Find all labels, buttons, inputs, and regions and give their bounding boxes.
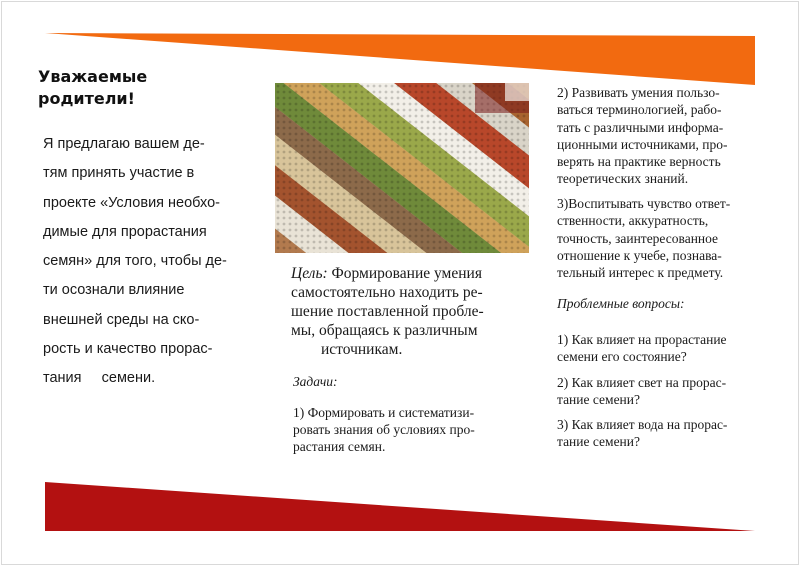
goal-line: самостоятельно находить ре- (291, 284, 483, 301)
greeting-line: родители! (38, 89, 135, 108)
greeting-heading (38, 66, 258, 110)
task-line: ваться терминологией, рабо- (557, 102, 722, 118)
task-line: теоретических знаний. (557, 171, 689, 187)
task-line: точность, заинтересованное (557, 230, 719, 246)
tasks-heading: Задачи: (293, 374, 338, 389)
question-1 (557, 331, 727, 366)
question-line: тание семени? (557, 392, 640, 408)
intro-line: Я предлагаю вашем де- (43, 136, 205, 152)
task-line: тать с различными информа- (557, 119, 724, 135)
intro-line: тания семени. (43, 370, 156, 387)
intro-paragraph (38, 130, 258, 394)
intro-line: ти осознали влияние (43, 282, 185, 299)
question-2 (557, 374, 726, 409)
task-1 (293, 404, 523, 455)
question-line: 2) Как влияет свет на прорас- (557, 375, 727, 390)
question-line: 1) Как влияет на прорастание (557, 332, 727, 347)
goal-line: шение поставленной пробле- (291, 303, 484, 320)
questions-heading-text: Проблемные вопросы: (557, 296, 685, 311)
bottom-red-band (45, 482, 755, 531)
intro-line: рость и качество прорас- (43, 341, 213, 358)
task-line: тельный интерес к предмету. (557, 265, 724, 281)
task-line: растания семян. (293, 439, 386, 454)
task-2 (557, 84, 728, 188)
task-line: ственности, аккуратность, (557, 213, 709, 229)
task-line: ционными источниками, про- (557, 136, 728, 152)
question-line: тание семени? (557, 434, 640, 450)
question-line: семени его состояние? (557, 349, 687, 365)
goal-line: мы, обращаясь к различным (291, 322, 478, 339)
goal-line-1 (291, 264, 531, 283)
goal-paragraph (291, 264, 531, 359)
question-line: 3) Как влияет вода на прорас- (557, 417, 728, 432)
task-line: отношение к учебе, познава- (557, 247, 722, 263)
task-line: ровать знания об условиях про- (293, 422, 475, 437)
intro-line: проекте «Условия необхо- (43, 194, 220, 211)
goal-text: Формирование умения (327, 265, 482, 282)
task-line: 3)Воспитывать чувство ответ- (557, 196, 731, 211)
intro-line: димые для прорастания (43, 223, 207, 240)
seeds-grains-illustration (275, 83, 529, 253)
task-line: 1) Формировать и систематизи- (293, 405, 475, 420)
task-line: верять на практике верность (557, 154, 721, 170)
goal-label: Цель: (291, 265, 328, 282)
greeting-line: Уважаемые (38, 67, 148, 86)
task-3 (557, 195, 730, 281)
goal-line: источникам. (321, 341, 403, 358)
questions-heading (557, 295, 685, 312)
seeds-photo (275, 83, 529, 253)
intro-line: внешней среды на ско- (43, 311, 200, 328)
intro-line: семян» для того, чтобы де- (43, 253, 227, 270)
seed-stripes (275, 83, 529, 253)
question-3 (557, 416, 727, 451)
left-column (38, 66, 258, 394)
intro-line: тям принять участие в (43, 165, 195, 182)
task-line: 2) Развивать умения пользо- (557, 85, 720, 100)
